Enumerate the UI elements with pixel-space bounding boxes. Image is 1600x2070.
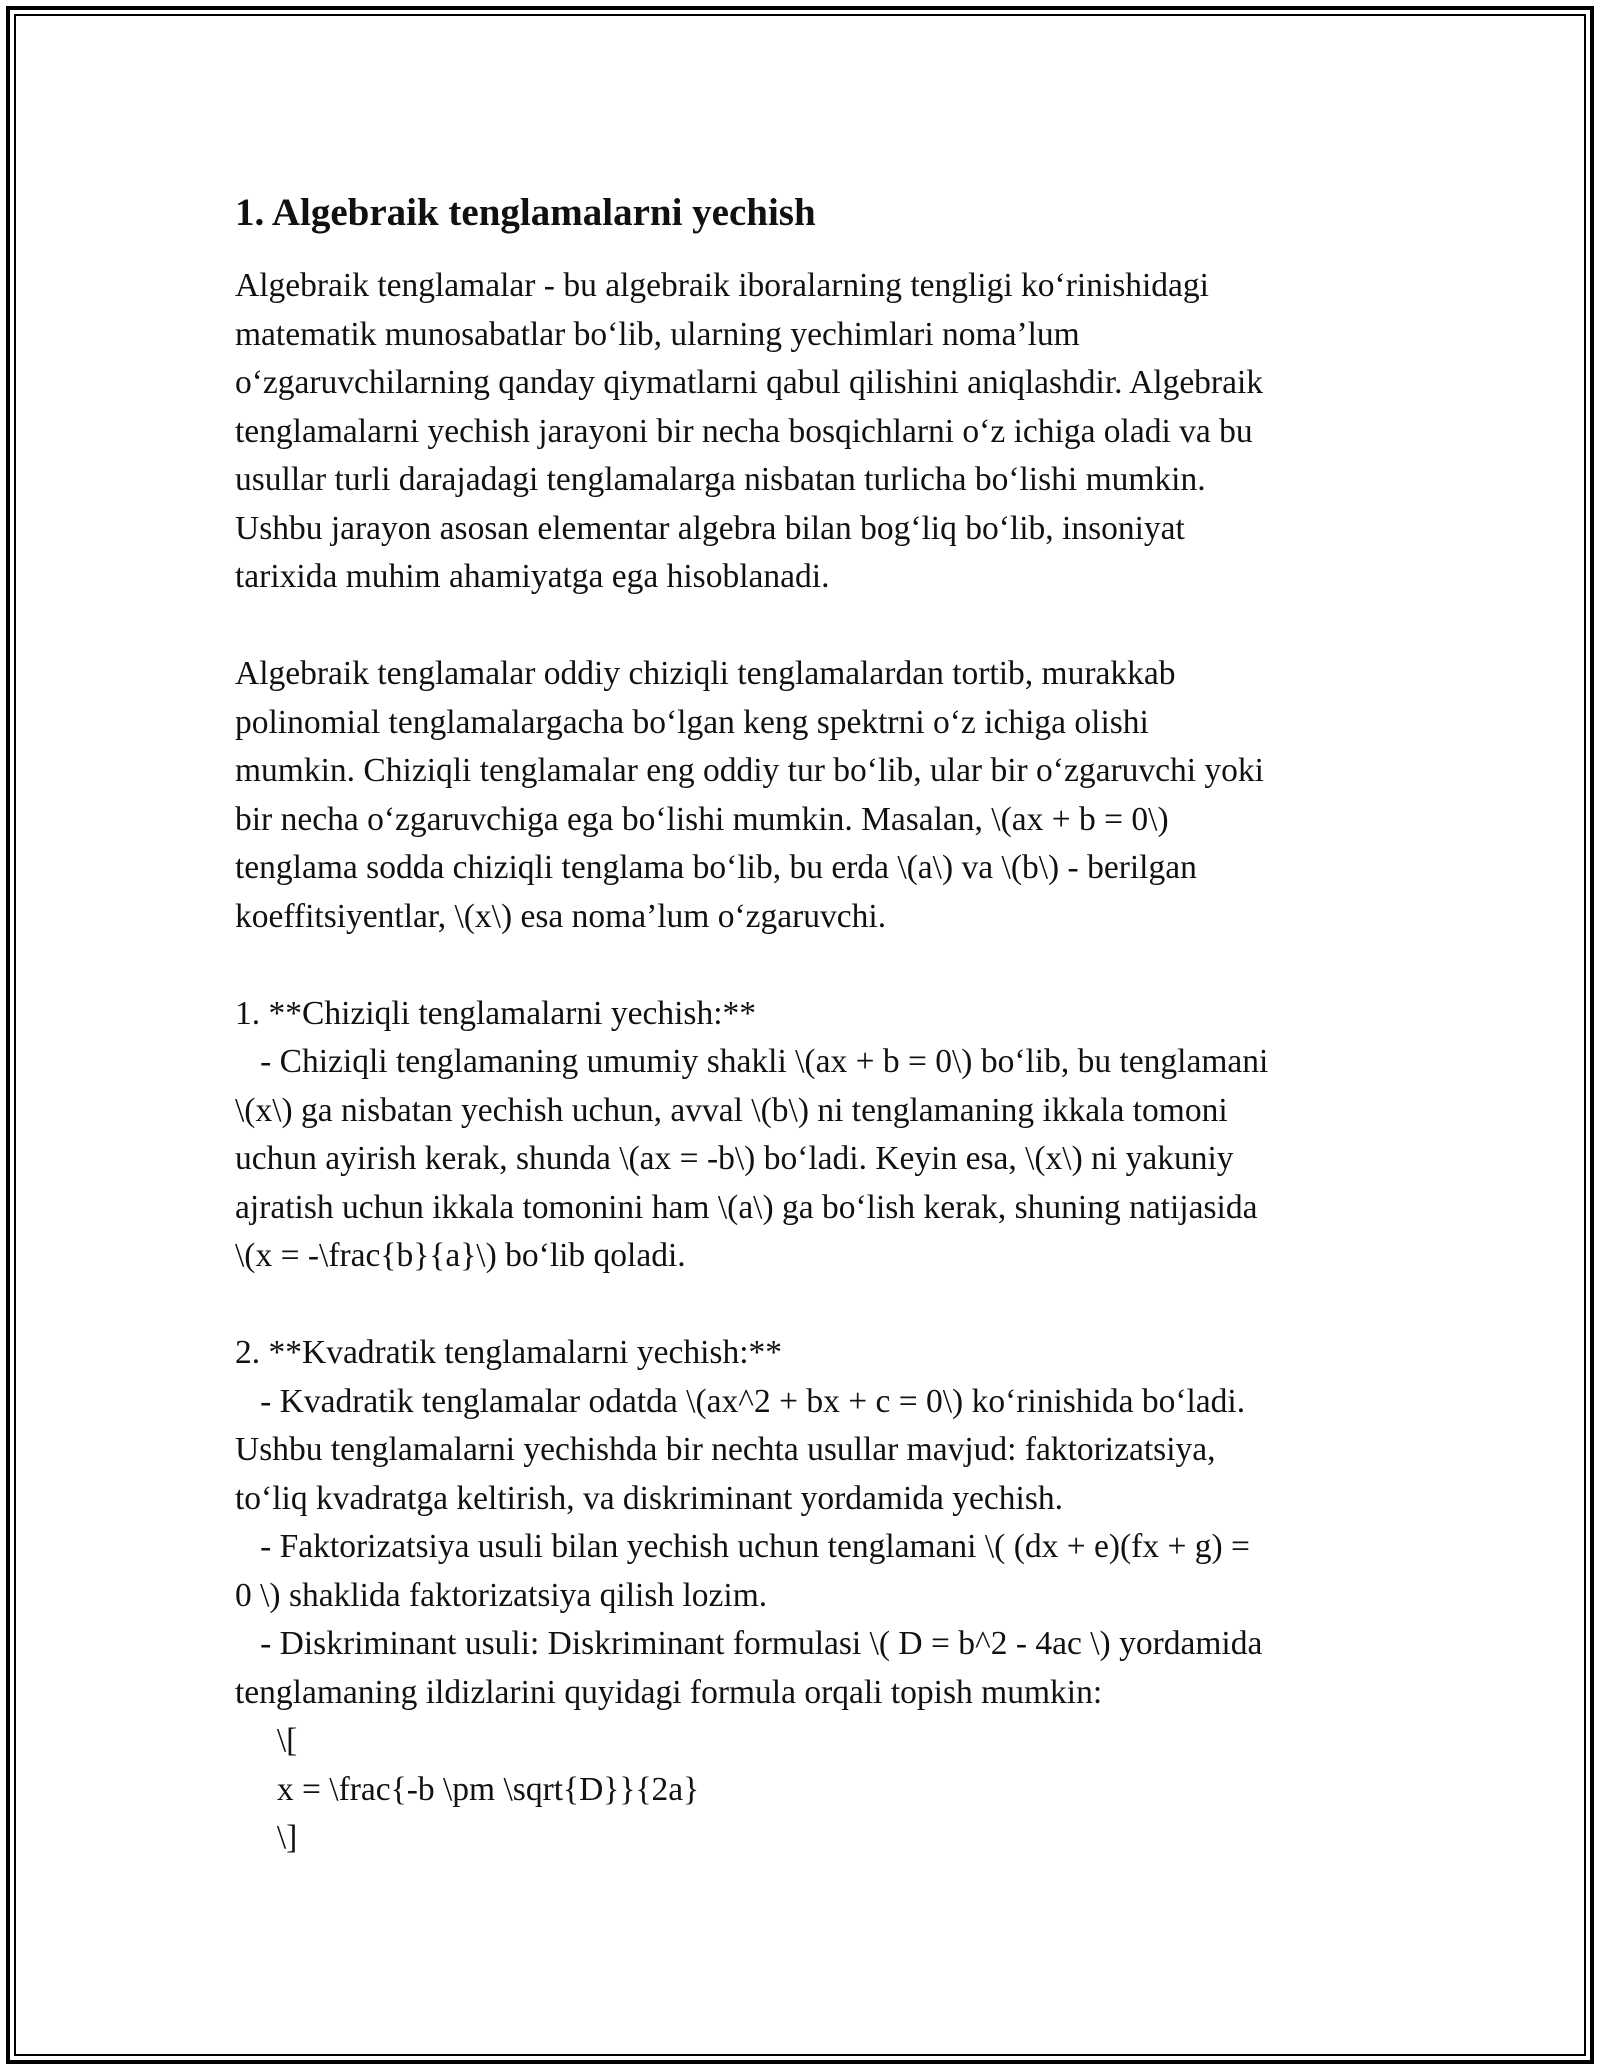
paragraph-types: Algebraik tenglamalar oddiy chiziqli tenglamalardan tortib, murakkab polinomial tenglamalargacha bo‘lgan keng spektrni o‘z ichiga olishi mumkin. Chiziqli tenglamalar eng oddiy tur bo‘lib, ular bir o‘zgaruvchi yoki bir necha o‘zgaruvchiga ega bo‘lishi mumkin. Masalan, \(ax + b = 0\) tenglama sodda chiziqli tenglama bo‘lib, bu erda \(a\) va \(b\) - berilgan koeffitsiyentlar, \(x\) esa noma’lum o‘zgaruvchi. xyxy=(235,655,1264,935)
paragraph-quadratic: 2. **Kvadratik tenglamalarni yechish:** - Kvadratik tenglamalar odatda \(ax^2 + bx + c = 0\) ko‘rinishida bo‘ladi. Ushbu tenglamalarni yechishda bir nechta usullar mavjud: faktorizatsiya, to‘liq kvadratga keltirish, va diskriminant yordamida yechish. - Faktorizatsiya usuli bilan yechish uchun tenglamani \( (dx + e)(fx + g) = 0 \) shaklida faktorizatsiya qilish lozim. - Diskriminant usuli: Diskriminant formulasi \( D = b^2 - 4ac \) yordamida tenglamaning ildizlarini quyidagi formula orqali topish mumkin: \[ x = \frac{-b \pm \sqrt{D}}{2a} \] xyxy=(235,1334,1263,1856)
paragraph-spacer xyxy=(235,602,1375,651)
paragraph-linear: 1. **Chiziqli tenglamalarni yechish:** - Chiziqli tenglamaning umumiy shakli \(ax + b = 0\) bo‘lib, bu tenglamani \(x\) ga nisbatan yechish uchun, avval \(b\) ni tenglamaning ikkala tomoni uchun ayirish kerak, shunda \(ax = -b\) bo‘ladi. Keyin esa, \(x\) ni yakuniy ajratish uchun ikkala tomonini ham \(a\) ga bo‘lish kerak, shuning natijasida \(x = -\frac{b}{a}\) bo‘lib qoladi. xyxy=(235,994,1269,1274)
paragraph-spacer xyxy=(235,1281,1375,1330)
paragraph-spacer xyxy=(235,941,1375,990)
paragraph-intro: Algebraik tenglamalar - bu algebraik iboralarning tengligi ko‘rinishidagi matematik munosabatlar bo‘lib, ularning yechimlari noma’lum o‘zgaruvchilarning qanday qiymatlarni qabul qilishini aniqlashdir. Algebraik tenglamalarni yechish jarayoni bir necha bosqichlarni o‘z ichiga oladi va bu usullar turli darajadagi tenglamalarga nisbatan turlicha bo‘lishi mumkin. Ushbu jarayon asosan elementar algebra bilan bog‘liq bo‘lib, insoniyat tarixida muhim ahamiyatga ega hisoblanadi. xyxy=(235,267,1264,595)
document-body xyxy=(235,186,1375,1863)
section-heading: 1. Algebraik tenglamalarni yechish xyxy=(235,191,816,234)
